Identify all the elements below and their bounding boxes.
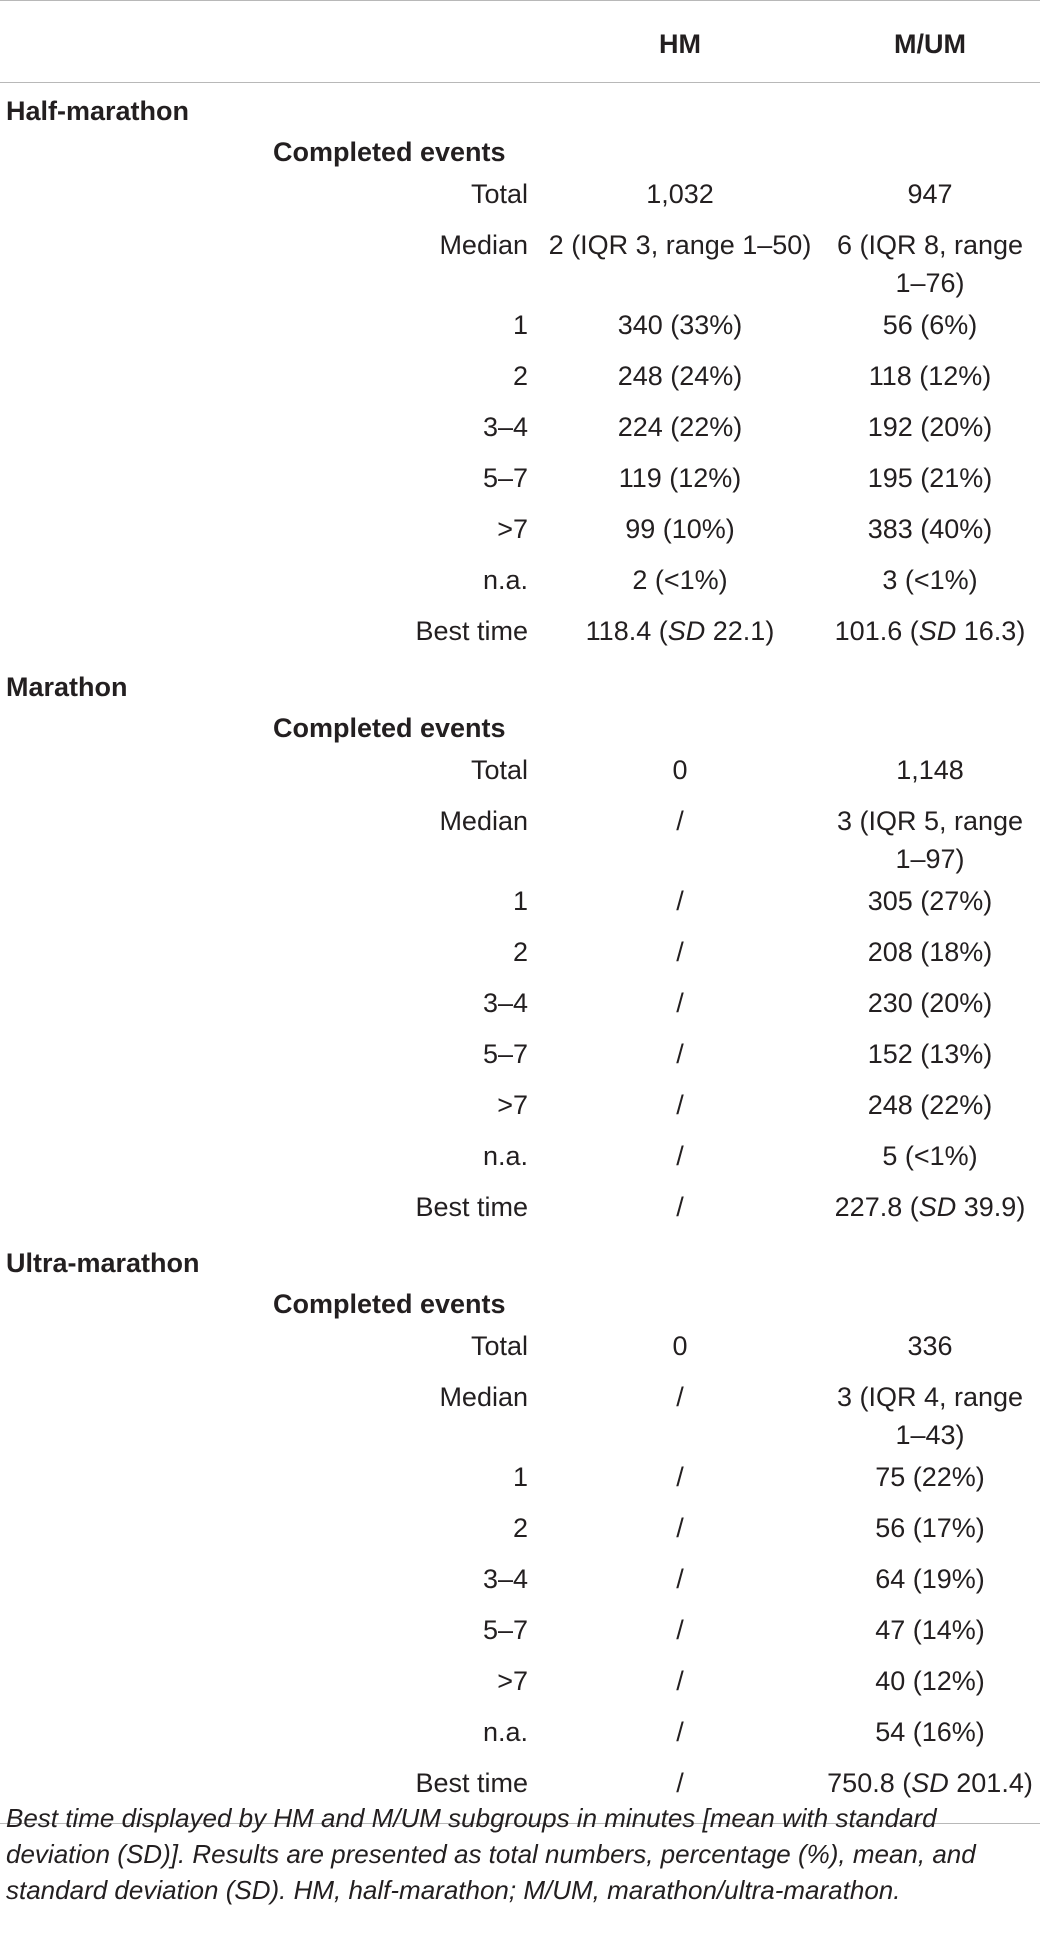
table-row <box>0 171 1040 222</box>
hm-value: / <box>676 1462 684 1492</box>
mum-value: 208 (18%) <box>867 937 993 967</box>
mum-value: 118 (12%) <box>868 361 992 391</box>
row-label: Best time <box>415 1768 528 1798</box>
table-row <box>0 1082 1040 1133</box>
mum-value: 47 (14%) <box>875 1615 985 1645</box>
table-row <box>0 1505 1040 1556</box>
table-row <box>0 1133 1040 1184</box>
section-row <box>0 83 1040 132</box>
table-row <box>0 1031 1040 1082</box>
section-title: Ultra-marathon <box>6 1248 200 1278</box>
mum-value: 54 (16%) <box>875 1717 985 1747</box>
mum-best-mean: 101.6 <box>834 616 903 646</box>
hm-value: 1,032 <box>646 179 714 209</box>
hm-value: 2 (<1%) <box>632 565 728 595</box>
mum-best-time: 750.8 (SD 201.4) <box>827 1768 1033 1798</box>
mum-value: 3 (<1%) <box>882 565 978 595</box>
hm-best-time <box>540 1184 820 1235</box>
table-row <box>0 455 1040 506</box>
mum-value: 1,148 <box>896 755 964 785</box>
row-label: 5–7 <box>482 463 528 493</box>
sd-label: SD <box>918 616 957 646</box>
mum-value: 305 (27%) <box>867 886 993 916</box>
row-label: Median <box>439 230 528 260</box>
hm-value: / <box>676 1564 684 1594</box>
hm-value: / <box>676 1513 684 1543</box>
mum-value: 56 (17%) <box>875 1513 985 1543</box>
table-row <box>0 506 1040 557</box>
hm-best-time: 118.4 (SD 22.1) <box>585 616 775 646</box>
sd-label: SD <box>918 1192 957 1222</box>
mum-best-time: 101.6 (SD 16.3) <box>834 616 1026 646</box>
hm-value: 224 (22%) <box>617 412 743 442</box>
row-label: n.a. <box>482 565 528 595</box>
table-row <box>0 353 1040 404</box>
table-row <box>0 980 1040 1031</box>
row-label: Median <box>439 806 528 836</box>
row-label: Total <box>470 1331 528 1361</box>
hm-value: / <box>676 988 684 1018</box>
mum-value: 152 (13%) <box>867 1039 993 1069</box>
header-empty <box>0 7 540 83</box>
row-label: Total <box>470 179 528 209</box>
row-label: 2 <box>512 361 528 391</box>
row-label: 5–7 <box>482 1615 528 1645</box>
mum-value: 75 (22%) <box>875 1462 985 1492</box>
row-label: 5–7 <box>482 1039 528 1069</box>
row-label: 1 <box>512 310 528 340</box>
row-label: Best time <box>415 1192 528 1222</box>
header-row <box>0 7 1040 83</box>
table-row <box>0 747 1040 798</box>
hm-best-mean: 118.4 <box>585 616 652 646</box>
mum-best-time: 227.8 (SD 39.9) <box>834 1192 1026 1222</box>
hm-value: 248 (24%) <box>617 361 743 391</box>
mum-best-mean: 227.8 <box>834 1192 903 1222</box>
row-label: Best time <box>415 616 528 646</box>
mum-value: 947 <box>907 179 953 209</box>
best-time-row <box>0 608 1040 659</box>
section-title: Half-marathon <box>6 96 190 126</box>
hm-value: / <box>676 1039 684 1069</box>
hm-value: / <box>676 1090 684 1120</box>
table-row <box>0 404 1040 455</box>
hm-value: 119 (12%) <box>618 463 742 493</box>
hm-best-mean: / <box>676 1192 684 1222</box>
mum-best-sd: 16.3 <box>963 616 1017 646</box>
mum-best-sd: 39.9 <box>963 1192 1017 1222</box>
mum-value: 5 (<1%) <box>882 1141 978 1171</box>
row-label: 1 <box>512 1462 528 1492</box>
section-row <box>0 1235 1040 1283</box>
mum-value: 6 (IQR 8, range 1–76) <box>836 230 1024 298</box>
table-row <box>0 1658 1040 1709</box>
section-title: Marathon <box>6 672 128 702</box>
row-label: n.a. <box>482 1141 528 1171</box>
hm-value: / <box>676 806 684 836</box>
row-label: >7 <box>497 514 528 544</box>
table-row <box>0 1323 1040 1374</box>
hm-value: / <box>676 886 684 916</box>
row-label: >7 <box>497 1090 528 1120</box>
row-label: 2 <box>512 1513 528 1543</box>
table-row <box>0 222 1040 302</box>
mum-value: 3 (IQR 5, range 1–97) <box>836 806 1024 874</box>
hm-value: / <box>676 1666 684 1696</box>
mum-value: 192 (20%) <box>867 412 993 442</box>
hm-value: / <box>676 1717 684 1747</box>
mum-value: 336 <box>907 1331 953 1361</box>
hm-value: / <box>676 1615 684 1645</box>
mum-value: 3 (IQR 4, range 1–43) <box>836 1382 1024 1450</box>
hm-value: / <box>676 1382 684 1412</box>
row-label: n.a. <box>482 1717 528 1747</box>
table-row <box>0 1556 1040 1607</box>
sd-label: SD <box>911 1768 949 1798</box>
row-label: 3–4 <box>482 412 528 442</box>
table-row <box>0 878 1040 929</box>
hm-value: 0 <box>672 1331 688 1361</box>
hm-value: 99 (10%) <box>625 514 735 544</box>
hm-best-sd: 22.1 <box>712 616 766 646</box>
table-row <box>0 1709 1040 1760</box>
mum-value: 56 (6%) <box>882 310 978 340</box>
table-row <box>0 1607 1040 1658</box>
sd-label: SD <box>667 616 706 646</box>
subsection-row <box>0 707 1040 747</box>
mum-best-sd: 201.4 <box>956 1768 1024 1798</box>
section-row <box>0 659 1040 707</box>
row-label: 3–4 <box>482 1564 528 1594</box>
table-row <box>0 557 1040 608</box>
subsection-row <box>0 131 1040 171</box>
mum-value: 64 (19%) <box>875 1564 985 1594</box>
mum-value: 230 (20%) <box>867 988 993 1018</box>
subsection-title: Completed events <box>273 713 506 743</box>
hm-value: 0 <box>672 755 688 785</box>
mum-value: 383 (40%) <box>867 514 993 544</box>
mum-best-mean: 750.8 <box>827 1768 895 1798</box>
header-mum: M/UM <box>820 7 1040 83</box>
subsection-title: Completed events <box>273 137 506 167</box>
row-label: Median <box>439 1382 528 1412</box>
mum-value: 248 (22%) <box>867 1090 993 1120</box>
row-label: 3–4 <box>482 988 528 1018</box>
hm-best-mean: / <box>676 1768 684 1798</box>
row-label: 1 <box>512 886 528 916</box>
table-row <box>0 1374 1040 1454</box>
mum-value: 195 (21%) <box>867 463 993 493</box>
table-row <box>0 1454 1040 1505</box>
hm-value: / <box>676 937 684 967</box>
table-body <box>0 83 1040 1824</box>
table-footnote: Best time displayed by HM and M/UM subgroups in minutes [mean with standard deviation (SD)]. Results are presented as total numbers, percentage (%), mean, and standard deviation (SD). HM, half-marathon; M/UM, marathon/ultra-marathon. <box>6 1803 976 1905</box>
mum-value: 40 (12%) <box>875 1666 985 1696</box>
table-row <box>0 929 1040 980</box>
hm-value: / <box>676 1141 684 1171</box>
row-label: Total <box>470 755 528 785</box>
hm-value: 2 (IQR 3, range 1–50) <box>548 230 812 260</box>
hm-value: 340 (33%) <box>617 310 743 340</box>
subsection-row <box>0 1283 1040 1323</box>
header-hm: HM <box>540 7 820 83</box>
best-time-row <box>0 1184 1040 1235</box>
table-row <box>0 302 1040 353</box>
row-label: 2 <box>512 937 528 967</box>
row-label: >7 <box>497 1666 528 1696</box>
table-row <box>0 798 1040 878</box>
subsection-title: Completed events <box>273 1289 506 1319</box>
